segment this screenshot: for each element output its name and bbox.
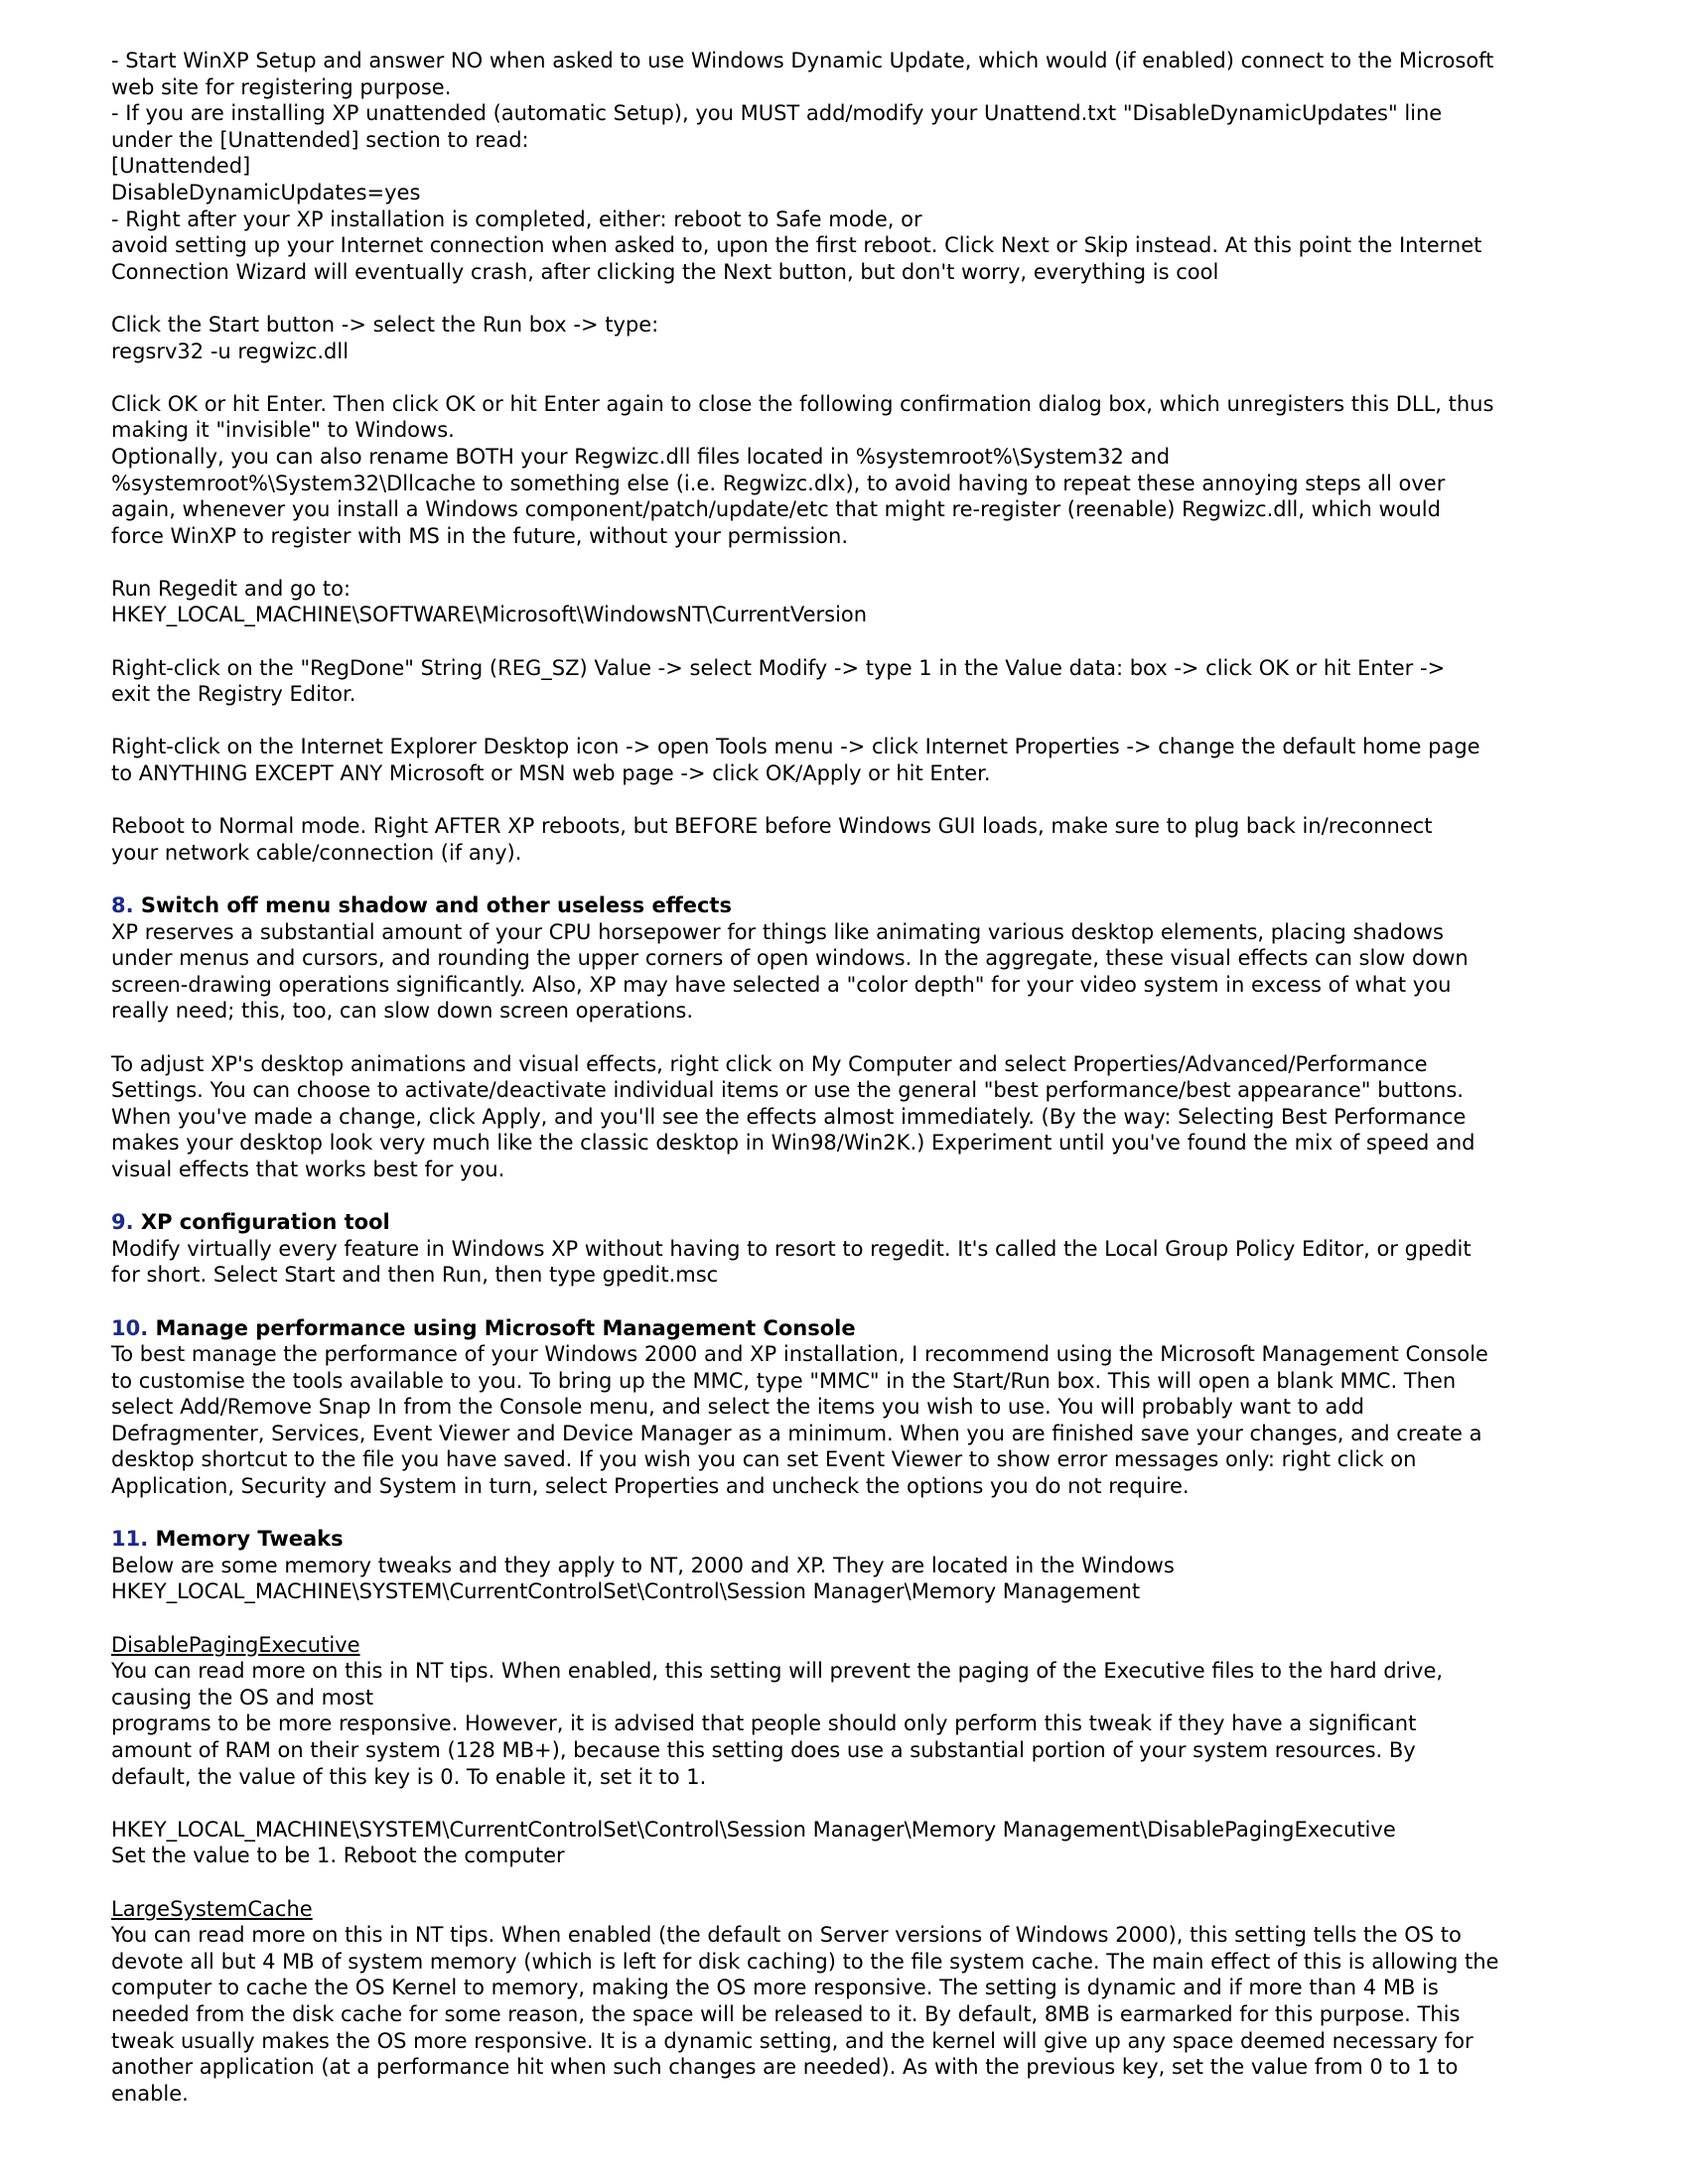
- text-line: causing the OS and most: [111, 1685, 374, 1709]
- text-line: to ANYTHING EXCEPT ANY Microsoft or MSN web page -> click OK/Apply or hit Enter.: [111, 761, 991, 786]
- text-line: Right-click on the "RegDone" String (REG_SZ) Value -> select Modify -> type 1 in the Value data: box -> click OK or hit Enter ->: [111, 655, 1446, 680]
- blank-line: [111, 628, 1601, 655]
- text-line: your network cable/connection (if any).: [111, 840, 522, 865]
- section-heading: [111, 1209, 1601, 1236]
- text-line: Run Regedit and go to:: [111, 576, 352, 601]
- section-number: 11.: [111, 1527, 149, 1552]
- blank-line: [111, 708, 1601, 735]
- text-line: another application (at a performance hit when such changes are needed). As with the previous key, set the value from 0 to 1 to: [111, 2055, 1459, 2080]
- blank-line: [111, 1605, 1601, 1632]
- text-line: desktop shortcut to the file you have saved. If you wish you can set Event Viewer to show error messages only: right click on: [111, 1447, 1417, 1472]
- subsection-title: LargeSystemCache: [111, 1896, 313, 1921]
- text-line: needed from the disk cache for some reason, the space will be released to it. By default, 8MB is earmarked for this purpose. This: [111, 2001, 1461, 2026]
- text-line: makes your desktop look very much like the classic desktop in Win98/Win2K.) Experiment until you've found the mix of speed and: [111, 1131, 1476, 1156]
- text-line: Right-click on the Internet Explorer Desktop icon -> open Tools menu -> click Internet Properties -> change the default home page: [111, 735, 1480, 759]
- text-line: XP reserves a substantial amount of your CPU horsepower for things like animating various desktop elements, placing shadows: [111, 919, 1444, 944]
- blank-line: [111, 1183, 1601, 1210]
- text-line: Application, Security and System in turn, select Properties and uncheck the options you do not require.: [111, 1474, 1190, 1499]
- text-line: To adjust XP's desktop animations and visual effects, right click on My Computer and select Properties/Advanced/Performance: [111, 1051, 1428, 1076]
- blank-line: [111, 1289, 1601, 1315]
- subsection-title: DisablePagingExecutive: [111, 1632, 360, 1657]
- text-line: You can read more on this in NT tips. When enabled (the default on Server versions of Windows 2000), this setting tells the OS to: [111, 1923, 1462, 1948]
- text-line: web site for registering purpose.: [111, 74, 452, 99]
- text-line: select Add/Remove Snap In from the Console menu, and select the items you wish to use. You will probably want to add: [111, 1395, 1364, 1420]
- blank-line: [111, 285, 1601, 312]
- text-line: default, the value of this key is 0. To enable it, set it to 1.: [111, 1764, 707, 1789]
- section-title: Manage performance using Microsoft Management Console: [155, 1315, 856, 1340]
- blank-line: [111, 364, 1601, 391]
- text-line: Click the Start button -> select the Run box -> type:: [111, 312, 659, 337]
- text-line: Reboot to Normal mode. Right AFTER XP reboots, but BEFORE before Windows GUI loads, make sure to plug back in/reconnect: [111, 814, 1433, 839]
- section-number: 9.: [111, 1210, 134, 1235]
- blank-line: [111, 1869, 1601, 1896]
- text-line: HKEY_LOCAL_MACHINE\SOFTWARE\Microsoft\WindowsNT\CurrentVersion: [111, 603, 868, 627]
- text-line: - If you are installing XP unattended (automatic Setup), you MUST add/modify your Unattend.txt "DisableDynamicUpdates" line: [111, 101, 1443, 126]
- text-line: again, whenever you install a Windows component/patch/update/etc that might re-register (reenable) Regwizc.dll, which would: [111, 497, 1441, 522]
- text-line: visual effects that works best for you.: [111, 1157, 505, 1181]
- text-line: really need; this, too, can slow down screen operations.: [111, 999, 694, 1024]
- document-body: [111, 48, 1601, 2107]
- text-line: - Right after your XP installation is completed, either: reboot to Safe mode, or: [111, 206, 922, 231]
- text-line: regsrv32 -u regwizc.dll: [111, 339, 350, 363]
- text-line: Defragmenter, Services, Event Viewer and Device Manager as a minimum. When you are finished save your changes, and create a: [111, 1421, 1482, 1445]
- text-line: computer to cache the OS Kernel to memory, making the OS more responsive. The setting is dynamic and if more than 4 MB is: [111, 1976, 1439, 2000]
- text-line: Settings. You can choose to activate/deactivate individual items or use the general "best performance/best appearance" buttons.: [111, 1078, 1464, 1103]
- text-line: under menus and cursors, and rounding the upper corners of open windows. In the aggregate, these visual effects can slow down: [111, 946, 1469, 971]
- text-line: Set the value to be 1. Reboot the computer: [111, 1843, 565, 1868]
- text-line: To best manage the performance of your Windows 2000 and XP installation, I recommend using the Microsoft Management Console: [111, 1342, 1488, 1367]
- blank-line: [111, 549, 1601, 576]
- text-line: screen-drawing operations significantly. Also, XP may have selected a "color depth" for your video system in excess of what you: [111, 972, 1452, 997]
- blank-line: [111, 1024, 1601, 1051]
- text-line: making it "invisible" to Windows.: [111, 418, 455, 443]
- text-line: When you've made a change, click Apply, and you'll see the effects almost immediately. (By the way: Selecting Best Performance: [111, 1104, 1467, 1129]
- section-number: 8.: [111, 893, 134, 917]
- text-line: devote all but 4 MB of system memory (which is left for disk caching) to the file system cache. The main effect of this is allowing the: [111, 1949, 1499, 1974]
- blank-line: [111, 866, 1601, 892]
- blank-line: [111, 1790, 1601, 1817]
- text-line: Modify virtually every feature in Windows XP without having to resort to regedit. It's called the Local Group Policy Editor, or gpedit: [111, 1236, 1472, 1261]
- text-line: avoid setting up your Internet connection when asked to, upon the first reboot. Click Next or Skip instead. At this point the Internet: [111, 233, 1482, 258]
- blank-line: [111, 1500, 1601, 1527]
- blank-line: [111, 787, 1601, 814]
- text-line: Below are some memory tweaks and they apply to NT, 2000 and XP. They are located in the Windows: [111, 1553, 1175, 1577]
- text-line: tweak usually makes the OS more responsive. It is a dynamic setting, and the kernel will give up any space deemed necessary for: [111, 2028, 1474, 2053]
- text-line: DisableDynamicUpdates=yes: [111, 180, 421, 205]
- text-line: Click OK or hit Enter. Then click OK or hit Enter again to close the following confirmation dialog box, which unregisters this DLL, thus: [111, 391, 1494, 416]
- section-heading: [111, 1315, 1601, 1342]
- text-line: HKEY_LOCAL_MACHINE\SYSTEM\CurrentControlSet\Control\Session Manager\Memory Management\DisablePagingExecutive: [111, 1817, 1396, 1842]
- section-heading: [111, 1526, 1601, 1553]
- text-line: [Unattended]: [111, 154, 251, 179]
- section-heading: [111, 892, 1601, 919]
- text-line: force WinXP to register with MS in the future, without your permission.: [111, 523, 849, 548]
- text-line: enable.: [111, 2081, 189, 2106]
- section-number: 10.: [111, 1315, 149, 1340]
- text-line: HKEY_LOCAL_MACHINE\SYSTEM\CurrentControlSet\Control\Session Manager\Memory Management: [111, 1579, 1141, 1604]
- section-title: XP configuration tool: [140, 1210, 390, 1235]
- text-line: for short. Select Start and then Run, then type gpedit.msc: [111, 1263, 719, 1288]
- text-line: You can read more on this in NT tips. When enabled, this setting will prevent the paging of the Executive files to the hard drive,: [111, 1659, 1444, 1684]
- text-line: amount of RAM on their system (128 MB+), because this setting does use a substantial portion of your system resources. By: [111, 1738, 1416, 1762]
- section-title: Memory Tweaks: [155, 1527, 344, 1552]
- text-line: Optionally, you can also rename BOTH your Regwizc.dll files located in %systemroot%\System32 and: [111, 444, 1171, 469]
- text-line: Connection Wizard will eventually crash, after clicking the Next button, but don't worry, everything is cool: [111, 259, 1219, 284]
- text-line: %systemroot%\System32\Dllcache to something else (i.e. Regwizc.dlx), to avoid having to repeat these annoying steps all over: [111, 471, 1446, 495]
- text-line: programs to be more responsive. However, it is advised that people should only perform this tweak if they have a significant: [111, 1711, 1417, 1736]
- section-title: Switch off menu shadow and other useless effects: [140, 893, 732, 917]
- text-line: - Start WinXP Setup and answer NO when asked to use Windows Dynamic Update, which would (if enabled) connect to the Microsoft: [111, 49, 1494, 72]
- text-line: under the [Unattended] section to read:: [111, 127, 529, 152]
- text-line: to customise the tools available to you. To bring up the MMC, type "MMC" in the Start/Run box. This will open a blank MMC. Then: [111, 1368, 1457, 1393]
- text-line: exit the Registry Editor.: [111, 682, 356, 707]
